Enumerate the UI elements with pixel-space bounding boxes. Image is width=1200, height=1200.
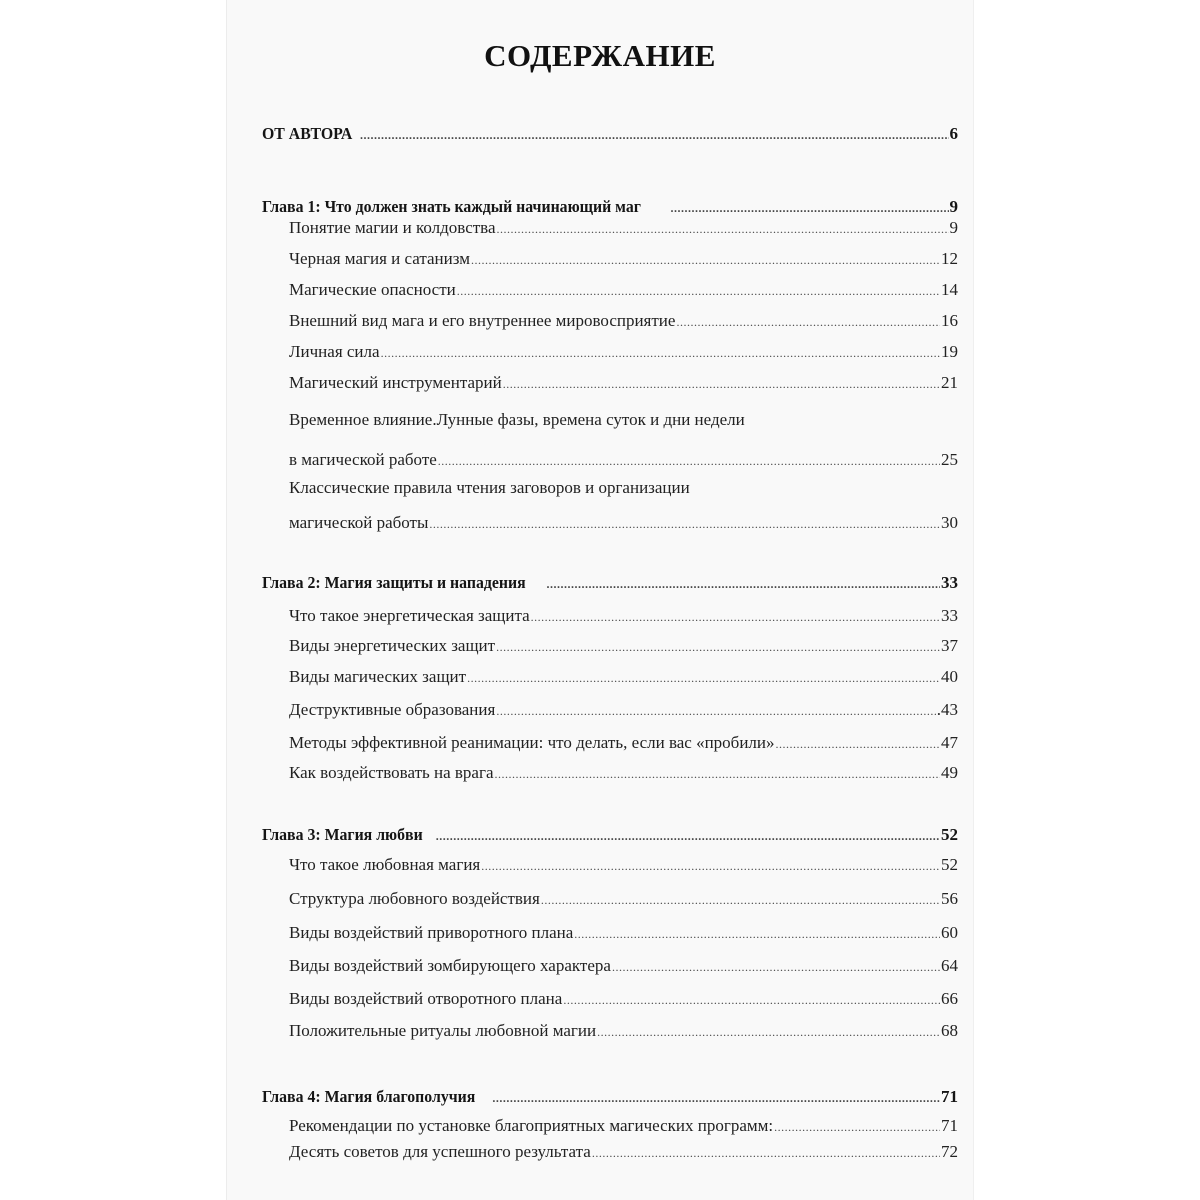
leader-dots: [563, 993, 940, 1008]
leader-dots: [495, 767, 941, 782]
leader-dots: [612, 960, 940, 975]
toc-entry[interactable]: [289, 218, 958, 242]
toc-entry-label: Положительные ритуалы любовной магии: [289, 1021, 597, 1040]
toc-chapter-4[interactable]: [262, 1087, 958, 1111]
toc-entry[interactable]: [289, 733, 958, 757]
toc-entry[interactable]: [289, 311, 958, 335]
leader-dots: [670, 201, 948, 216]
toc-entry-label: Виды воздействий зомбирующего характера: [289, 956, 611, 975]
toc-entry[interactable]: [289, 280, 958, 304]
toc-entry-label: Десять советов для успешного результата: [289, 1142, 591, 1161]
leader-dots: [457, 284, 940, 299]
toc-entry-label: Черная магия и сатанизм: [289, 249, 470, 268]
toc-entry-label: Магические опасности: [289, 280, 456, 299]
toc-page-number: 68: [941, 1021, 958, 1040]
leader-dots: [467, 671, 940, 686]
leader-dots: [531, 610, 940, 625]
toc-entry-preface[interactable]: [262, 124, 958, 148]
leader-dots: [774, 1120, 940, 1135]
toc-page-number: 71: [941, 1116, 958, 1135]
toc-entry[interactable]: [289, 700, 958, 724]
toc-page-number: 9: [949, 218, 958, 237]
toc-page-number: 9: [949, 197, 958, 216]
page-title: СОДЕРЖАНИЕ: [484, 38, 716, 73]
leader-dots: [381, 346, 940, 361]
toc-entry[interactable]: [289, 855, 958, 879]
toc-entry[interactable]: [289, 1021, 958, 1045]
toc-page-number: 52: [941, 855, 958, 874]
toc-chapter-label: Глава 3: Магия любви: [262, 825, 423, 844]
leader-dots: [436, 829, 940, 844]
toc-entry-first-line[interactable]: Временное влияние.Лунные фазы, времена суток и дни недели: [289, 410, 745, 429]
toc-entry-label: Деструктивные образования: [289, 700, 496, 719]
toc-entry-label: Что такое любовная магия: [289, 855, 481, 874]
toc-page-number: 19: [941, 342, 958, 361]
toc-page-number: 30: [941, 513, 958, 532]
leader-dots: [541, 893, 940, 908]
toc-entry-label: Личная сила: [289, 342, 380, 361]
toc-page-number: 66: [941, 989, 958, 1008]
leader-dots: [503, 377, 940, 392]
toc-page-number: 49: [941, 763, 958, 782]
toc-entry[interactable]: [289, 956, 958, 980]
leader-dots: [574, 927, 940, 942]
toc-entry-first-line[interactable]: Классические правила чтения заговоров и организации: [289, 478, 690, 497]
toc-entry-label: Рекомендации по установке благоприятных магических программ:: [289, 1116, 774, 1135]
toc-page-number: 33: [941, 573, 958, 592]
toc-chapter-label: Глава 1: Что должен знать каждый начинающий маг: [262, 197, 641, 216]
leader-dots: [592, 1146, 940, 1161]
leader-dots: [492, 1091, 940, 1106]
toc-chapter-label: Глава 4: Магия благополучия: [262, 1087, 476, 1106]
leader-dots: [776, 737, 940, 752]
toc-entry-label: Методы эффективной реанимации: что делать, если вас «пробили»: [289, 733, 775, 752]
toc-entry[interactable]: [289, 606, 958, 630]
toc-entry-label: Виды воздействий отворотного плана: [289, 989, 563, 1008]
toc-entry[interactable]: [289, 989, 958, 1013]
toc-page-number: 37: [941, 636, 958, 655]
toc-page-number: 60: [941, 923, 958, 942]
toc-page-number: 52: [941, 825, 958, 844]
toc-chapter-label: Глава 2: Магия защиты и нападения: [262, 573, 526, 592]
toc-entry-label: Структура любовного воздействия: [289, 889, 540, 908]
toc-page-number: 72: [941, 1142, 958, 1161]
toc-entry-label: ОТ АВТОРА: [262, 124, 353, 143]
toc-entry[interactable]: [289, 513, 958, 537]
toc-entry-label: Виды магических защит: [289, 667, 467, 686]
toc-entry-label: Виды воздействий приворотного плана: [289, 923, 574, 942]
toc-entry[interactable]: [289, 249, 958, 273]
leader-dots: [496, 640, 940, 655]
toc-entry-label: Виды энергетических защит: [289, 636, 496, 655]
leader-dots: [471, 253, 940, 268]
toc-entry-label: Что такое энергетическая защита: [289, 606, 530, 625]
leader-dots: [496, 704, 935, 719]
toc-page-number: 64: [941, 956, 958, 975]
toc-entry-label: Внешний вид мага и его внутреннее мировосприятие: [289, 311, 676, 330]
toc-page-number: 25: [941, 450, 958, 469]
toc-entry-label: Понятие магии и колдовства: [289, 218, 496, 237]
toc-entry[interactable]: [289, 450, 958, 474]
toc-page-number: .43: [936, 700, 958, 719]
leader-dots: [481, 859, 940, 874]
toc-page-number: 6: [949, 124, 958, 143]
toc-chapter-3[interactable]: [262, 825, 958, 849]
toc-entry[interactable]: [289, 667, 958, 691]
toc-page-number: 56: [941, 889, 958, 908]
toc-entry[interactable]: [289, 1116, 958, 1140]
toc-page-number: 40: [941, 667, 958, 686]
leader-dots: [360, 128, 948, 143]
leader-dots: [497, 222, 949, 237]
toc-page-number: 47: [941, 733, 958, 752]
toc-page-number: 71: [941, 1087, 958, 1106]
toc-entry[interactable]: [289, 889, 958, 913]
toc-chapter-2[interactable]: [262, 573, 958, 597]
leader-dots: [676, 315, 940, 330]
toc-page-number: 33: [941, 606, 958, 625]
toc-page-number: 14: [941, 280, 958, 299]
toc-entry[interactable]: [289, 342, 958, 366]
toc-entry[interactable]: [289, 636, 958, 660]
toc-entry[interactable]: [289, 763, 958, 787]
toc-entry-label: Как воздействовать на врага: [289, 763, 494, 782]
leader-dots: [429, 517, 940, 532]
book-page: [226, 0, 974, 1200]
toc-entry-label: в магической работе: [289, 450, 437, 469]
toc-page-number: 12: [941, 249, 958, 268]
toc-entry[interactable]: [289, 373, 958, 397]
leader-dots: [438, 454, 940, 469]
toc-entry-label: магической работы: [289, 513, 429, 532]
toc-entry-label: Магический инструментарий: [289, 373, 502, 392]
toc-page-number: 21: [941, 373, 958, 392]
toc-page-number: 16: [941, 311, 958, 330]
toc-entry[interactable]: [289, 923, 958, 947]
toc-entry[interactable]: [289, 1142, 958, 1166]
leader-dots: [597, 1025, 940, 1040]
leader-dots: [546, 577, 940, 592]
